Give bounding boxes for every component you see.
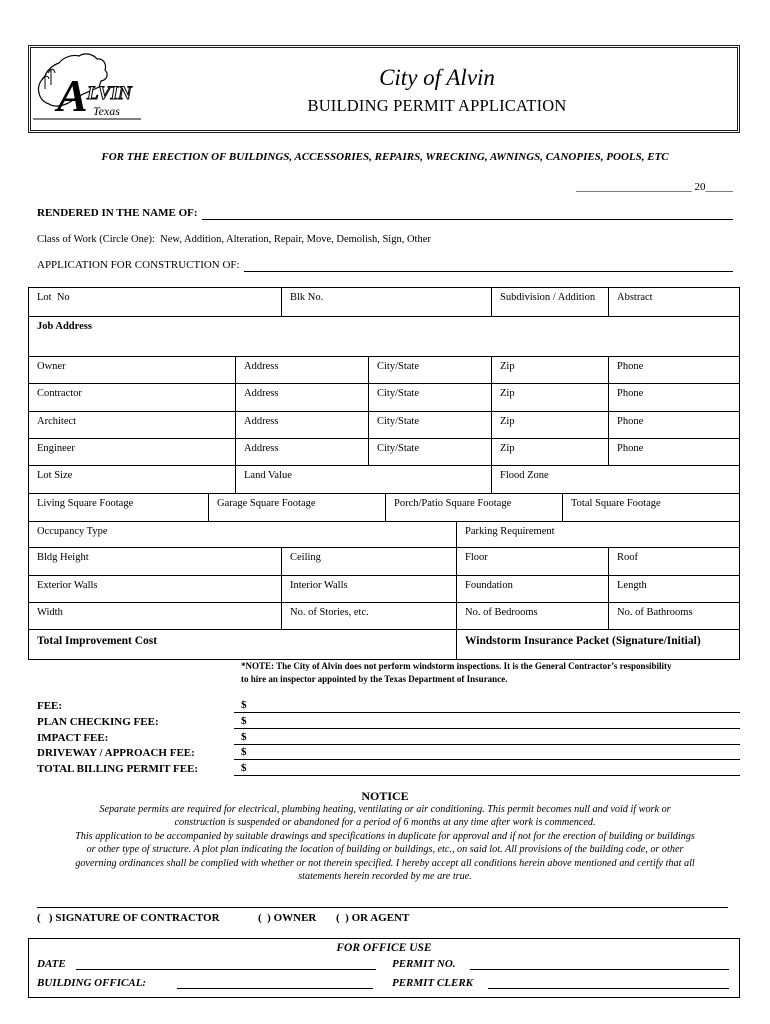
engineer-zip-field[interactable] bbox=[491, 439, 608, 465]
architect-zip-field[interactable] bbox=[491, 412, 608, 438]
phone-label: Phone bbox=[617, 361, 644, 372]
table-row bbox=[29, 356, 739, 383]
notice-title: NOTICE bbox=[361, 789, 409, 803]
blk-no-field[interactable] bbox=[281, 288, 491, 316]
parking-requirement-field[interactable] bbox=[456, 522, 739, 547]
windstorm-note-line: to hire an inspector appointed by the Texas Department of Insurance. bbox=[241, 674, 508, 684]
table-row bbox=[29, 547, 739, 575]
no-of-bathrooms-label: No. of Bathrooms bbox=[617, 607, 693, 618]
plan-checking-fee-field[interactable] bbox=[234, 714, 740, 729]
notice-body bbox=[0, 803, 770, 883]
fee-label: FEE: bbox=[37, 700, 63, 712]
length-label: Length bbox=[617, 580, 647, 591]
engineer-field[interactable] bbox=[29, 439, 235, 465]
architect-city-state-field[interactable] bbox=[368, 412, 491, 438]
zip-label: Zip bbox=[500, 416, 515, 427]
total-improvement-cost-label: Total Improvement Cost bbox=[37, 635, 158, 647]
impact-fee-label: IMPACT FEE: bbox=[37, 732, 109, 744]
permit-details-table bbox=[28, 287, 740, 660]
notice-line: construction is suspended or abandoned for a period of 6 months at any time after work is commenced. bbox=[174, 817, 596, 829]
no-of-bedrooms-label: No. of Bedrooms bbox=[465, 607, 538, 618]
city-state-label: City/State bbox=[377, 388, 419, 399]
table-row bbox=[29, 493, 739, 521]
signature-line[interactable] bbox=[37, 907, 728, 908]
header-box bbox=[28, 45, 740, 133]
city-state-label: City/State bbox=[377, 443, 419, 454]
logo-state: Texas bbox=[93, 104, 120, 118]
exterior-walls-label: Exterior Walls bbox=[37, 580, 98, 591]
engineer-label: Engineer bbox=[37, 443, 75, 454]
logo-initial: A bbox=[57, 70, 88, 121]
flood-zone-field[interactable] bbox=[491, 466, 739, 493]
blk-no-label: Blk No. bbox=[290, 292, 324, 303]
floor-field[interactable] bbox=[456, 548, 608, 575]
permit-clerk-field[interactable] bbox=[488, 976, 729, 989]
no-of-stories-label: No. of Stories, etc. bbox=[290, 607, 369, 618]
address-label: Address bbox=[244, 388, 279, 399]
bldg-height-label: Bldg Height bbox=[37, 552, 89, 563]
construction-row bbox=[37, 258, 733, 272]
table-row bbox=[29, 383, 739, 411]
rendered-name-field[interactable] bbox=[202, 208, 733, 220]
total-billing-permit-fee-label: TOTAL BILLING PERMIT FEE: bbox=[37, 763, 199, 775]
dollar-sign: $ bbox=[241, 731, 247, 743]
plan-checking-fee-label: PLAN CHECKING FEE: bbox=[37, 716, 159, 728]
address-label: Address bbox=[244, 443, 279, 454]
contractor-city-state-field[interactable] bbox=[368, 384, 491, 411]
occupancy-type-label: Occupancy Type bbox=[37, 526, 108, 537]
garage-square-footage-field[interactable] bbox=[208, 494, 385, 521]
roof-field[interactable] bbox=[608, 548, 739, 575]
table-row bbox=[29, 575, 739, 602]
dollar-sign: $ bbox=[241, 762, 247, 774]
table-row bbox=[29, 521, 739, 547]
zip-label: Zip bbox=[500, 361, 515, 372]
engineer-address-field[interactable] bbox=[235, 439, 368, 465]
contractor-field[interactable] bbox=[29, 384, 235, 411]
owner-city-state-field[interactable] bbox=[368, 357, 491, 383]
tree-icon bbox=[42, 69, 55, 89]
fee-row bbox=[37, 730, 740, 746]
owner-option[interactable]: ( ) OWNER bbox=[258, 912, 317, 924]
porch-patio-square-footage-field[interactable] bbox=[385, 494, 562, 521]
table-row bbox=[29, 288, 739, 316]
city-name: City of Alvin bbox=[379, 65, 495, 90]
owner-label: Owner bbox=[37, 361, 66, 372]
address-label: Address bbox=[244, 361, 279, 372]
notice-line: Separate permits are required for electrical, plumbing heating, ventilating or air conditioning. This permit becomes null and void if work or bbox=[99, 804, 671, 815]
dollar-sign: $ bbox=[241, 715, 247, 727]
notice-line: This application to be accompanied by suitable drawings and specifications in duplicate for approval and if not for the erection of building or buildings bbox=[75, 830, 695, 842]
table-row bbox=[29, 411, 739, 438]
floor-label: Floor bbox=[465, 552, 488, 563]
architect-address-field[interactable] bbox=[235, 412, 368, 438]
zip-label: Zip bbox=[500, 388, 515, 399]
subdivision-addition-label: Subdivision / Addition bbox=[500, 292, 596, 303]
length-field[interactable] bbox=[608, 576, 739, 602]
contractor-zip-field[interactable] bbox=[491, 384, 608, 411]
notice-line: governing ordinances shall be complied with whether or not therein specified. I hereby accept all conditions herein above mentioned and certify that all bbox=[75, 857, 695, 869]
lot-no-field[interactable] bbox=[29, 288, 281, 316]
dollar-sign: $ bbox=[241, 746, 247, 758]
contractor-signature-option[interactable]: ( ) SIGNATURE OF CONTRACTOR bbox=[37, 912, 220, 924]
engineer-phone-field[interactable] bbox=[608, 439, 739, 465]
subdivision-addition-field[interactable] bbox=[491, 288, 608, 316]
table-row bbox=[29, 438, 739, 465]
lot-size-field[interactable] bbox=[29, 466, 235, 493]
phone-label: Phone bbox=[617, 388, 644, 399]
fee-row bbox=[37, 745, 740, 761]
total-square-footage-label: Total Square Footage bbox=[571, 498, 661, 509]
no-of-bedrooms-field[interactable] bbox=[456, 603, 608, 629]
owner-address-field[interactable] bbox=[235, 357, 368, 383]
table-row bbox=[29, 602, 739, 629]
total-billing-permit-fee-field[interactable] bbox=[234, 761, 740, 776]
notice-line: or other type of structure. A plot plan indicating the location of building or buildings, etc., on said lot. All provisions of the building code, or other bbox=[86, 844, 684, 856]
agent-option[interactable]: ( ) OR AGENT bbox=[336, 912, 410, 924]
lot-no-label: Lot No bbox=[37, 292, 70, 303]
dollar-sign: $ bbox=[241, 699, 247, 711]
form-subtitle: FOR THE ERECTION OF BUILDINGS, ACCESSORIES, REPAIRS, WRECKING, AWNINGS, CANOPIES, POOLS, ETC bbox=[101, 151, 669, 163]
fee-row bbox=[37, 714, 740, 730]
living-square-footage-label: Living Square Footage bbox=[37, 498, 134, 509]
driveway-approach-fee-field[interactable] bbox=[234, 745, 740, 760]
contractor-label: Contractor bbox=[37, 388, 82, 399]
width-field[interactable] bbox=[29, 603, 281, 629]
city-state-label: City/State bbox=[377, 361, 419, 372]
header-text bbox=[139, 48, 735, 116]
permit-clerk-label: PERMIT CLERK bbox=[392, 977, 473, 989]
no-of-bathrooms-field[interactable] bbox=[608, 603, 739, 629]
garage-square-footage-label: Garage Square Footage bbox=[217, 498, 316, 509]
notice-line: statements herein recorded by me are true. bbox=[298, 871, 472, 883]
architect-field[interactable] bbox=[29, 412, 235, 438]
date-field[interactable]: _____________________ 20_____ bbox=[576, 181, 733, 193]
date-label: DATE bbox=[37, 958, 66, 970]
abstract-label: Abstract bbox=[617, 292, 653, 303]
permit-no-field[interactable] bbox=[470, 957, 729, 970]
foundation-field[interactable] bbox=[456, 576, 608, 602]
total-improvement-cost-field[interactable] bbox=[29, 630, 456, 659]
foundation-label: Foundation bbox=[465, 580, 513, 591]
building-official-label: BUILDING OFFICAL: bbox=[37, 977, 147, 989]
windstorm-note-line: *NOTE: The City of Alvin does not perform windstorm inspections. It is the General Contractor’s responsibility bbox=[241, 661, 672, 671]
driveway-approach-fee-label: DRIVEWAY / APPROACH FEE: bbox=[37, 747, 195, 759]
architect-phone-field[interactable] bbox=[608, 412, 739, 438]
city-of-alvin-logo bbox=[33, 49, 145, 121]
architect-label: Architect bbox=[37, 416, 77, 427]
city-state-label: City/State bbox=[377, 416, 419, 427]
contractor-phone-field[interactable] bbox=[608, 384, 739, 411]
land-value-label: Land Value bbox=[244, 470, 292, 481]
phone-label: Phone bbox=[617, 416, 644, 427]
roof-label: Roof bbox=[617, 552, 638, 563]
address-label: Address bbox=[244, 416, 279, 427]
engineer-city-state-field[interactable] bbox=[368, 439, 491, 465]
land-value-field[interactable] bbox=[235, 466, 491, 493]
office-use-box bbox=[28, 938, 740, 998]
owner-phone-field[interactable] bbox=[608, 357, 739, 383]
table-row bbox=[29, 465, 739, 493]
parking-requirement-label: Parking Requirement bbox=[465, 526, 555, 537]
table-row bbox=[29, 629, 739, 659]
windstorm-insurance-packet-field[interactable] bbox=[456, 630, 739, 659]
fee-amount-field[interactable] bbox=[234, 698, 740, 713]
job-address-label: Job Address bbox=[37, 321, 92, 332]
zip-label: Zip bbox=[500, 443, 515, 454]
width-label: Width bbox=[37, 607, 63, 618]
contractor-address-field[interactable] bbox=[235, 384, 368, 411]
building-official-field[interactable] bbox=[177, 976, 373, 989]
permit-no-label: PERMIT NO. bbox=[392, 958, 456, 970]
porch-patio-square-footage-label: Porch/Patio Square Footage bbox=[394, 498, 512, 509]
rendered-name-label: RENDERED IN THE NAME OF: bbox=[37, 207, 198, 219]
impact-fee-field[interactable] bbox=[234, 730, 740, 745]
logo-name: LVIN bbox=[87, 83, 132, 104]
phone-label: Phone bbox=[617, 443, 644, 454]
class-of-work: Class of Work (Circle One): New, Addition, Alteration, Repair, Move, Demolish, Sign, Other bbox=[37, 234, 431, 245]
interior-walls-label: Interior Walls bbox=[290, 580, 348, 591]
windstorm-note bbox=[241, 660, 672, 686]
construction-field[interactable] bbox=[244, 260, 733, 272]
total-square-footage-field[interactable] bbox=[562, 494, 739, 521]
office-use-title: FOR OFFICE USE bbox=[336, 942, 432, 954]
lot-size-label: Lot Size bbox=[37, 470, 73, 481]
interior-walls-field[interactable] bbox=[281, 576, 456, 602]
exterior-walls-field[interactable] bbox=[29, 576, 281, 602]
windstorm-insurance-packet-label: Windstorm Insurance Packet (Signature/Initial) bbox=[465, 635, 701, 647]
form-title: BUILDING PERMIT APPLICATION bbox=[307, 96, 567, 115]
ceiling-field[interactable] bbox=[281, 548, 456, 575]
office-date-field[interactable] bbox=[76, 957, 376, 970]
abstract-field[interactable] bbox=[608, 288, 739, 316]
table-row bbox=[29, 316, 739, 356]
job-address-field[interactable] bbox=[29, 317, 739, 356]
ceiling-label: Ceiling bbox=[290, 552, 321, 563]
no-of-stories-field[interactable] bbox=[281, 603, 456, 629]
fee-row bbox=[37, 761, 740, 777]
construction-label: APPLICATION FOR CONSTRUCTION OF: bbox=[37, 259, 240, 271]
fee-row bbox=[37, 698, 740, 714]
rendered-name-row bbox=[37, 206, 733, 220]
flood-zone-label: Flood Zone bbox=[500, 470, 549, 481]
occupancy-type-field[interactable] bbox=[29, 522, 456, 547]
owner-field[interactable] bbox=[29, 357, 235, 383]
living-square-footage-field[interactable] bbox=[29, 494, 208, 521]
bldg-height-field[interactable] bbox=[29, 548, 281, 575]
owner-zip-field[interactable] bbox=[491, 357, 608, 383]
